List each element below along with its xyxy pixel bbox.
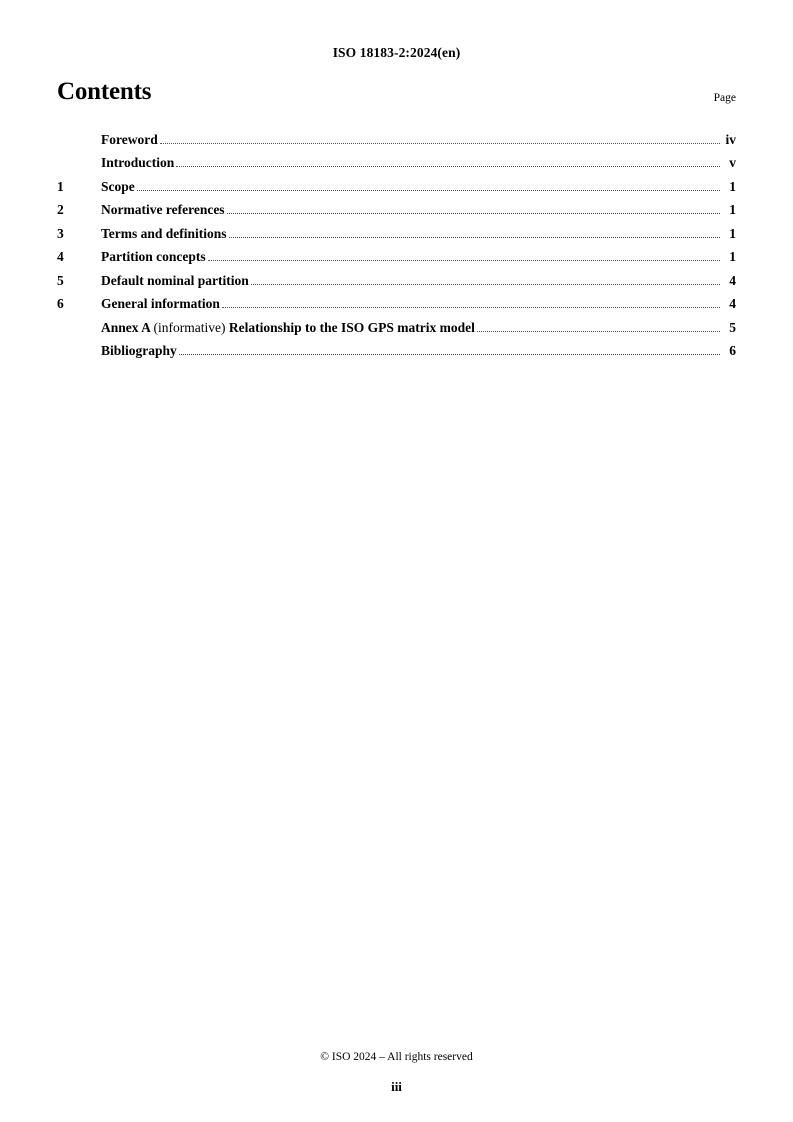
toc-entry-terms-and-definitions[interactable] [57, 218, 736, 242]
page-number: iii [391, 1079, 402, 1094]
page-title: Contents [57, 78, 152, 105]
toc-number: 3 [57, 225, 64, 241]
toc-entry-bibliography[interactable] [57, 336, 736, 360]
toc-label: Scope [101, 178, 135, 194]
toc-number: 6 [57, 296, 64, 311]
toc-leader [137, 182, 720, 190]
toc-page: 1 [729, 178, 736, 194]
toc-entry-introduction[interactable] [57, 148, 736, 172]
toc-page: 6 [729, 343, 736, 358]
toc-entry-default-nominal-partition[interactable] [57, 265, 736, 289]
toc-page: v [729, 155, 736, 170]
toc-label [101, 321, 475, 335]
toc-label: Partition concepts [101, 249, 206, 264]
toc-leader [477, 323, 720, 331]
toc-page: 5 [729, 319, 736, 335]
toc-leader [229, 229, 720, 237]
toc-label: Default nominal partition [101, 272, 249, 288]
copyright-notice: © ISO 2024 – All rights reserved [320, 1051, 473, 1063]
toc-number: 1 [57, 178, 64, 194]
running-header: ISO 18183-2:2024(en) [332, 45, 461, 60]
toc-entry-annex-a[interactable] [57, 312, 736, 336]
toc-page: 1 [729, 249, 736, 264]
toc-page: 1 [729, 202, 736, 217]
toc-page: 1 [729, 225, 736, 241]
toc-label: Bibliography [101, 343, 177, 358]
toc-page: 4 [729, 296, 736, 311]
toc-number: 4 [57, 249, 64, 264]
toc-leader [227, 206, 720, 214]
toc-page: 4 [729, 272, 736, 288]
toc-leader [160, 135, 720, 143]
toc-number: 2 [57, 202, 64, 217]
toc-annex-type: (informative) [153, 319, 229, 335]
toc-label: Introduction [101, 155, 175, 170]
page-column-label: Page [713, 92, 736, 104]
toc-leader [176, 159, 720, 167]
toc-leader [208, 253, 720, 261]
toc-entry-normative-references[interactable] [57, 195, 736, 219]
toc-label: Foreword [101, 131, 158, 147]
toc-annex-name: Annex A [101, 319, 154, 335]
toc-entry-general-information[interactable] [57, 289, 736, 313]
toc-annex-title: Relationship to the ISO GPS matrix model [228, 319, 475, 335]
toc-entry-scope[interactable] [57, 171, 736, 195]
toc-number: 5 [57, 272, 64, 288]
toc-label: General information [101, 296, 220, 311]
toc-entry-foreword[interactable] [57, 124, 736, 148]
toc-label: Terms and definitions [101, 225, 227, 241]
contents-section [57, 78, 736, 359]
toc-label: Normative references [101, 202, 225, 217]
toc-page: iv [725, 131, 736, 147]
toc-entry-partition-concepts[interactable] [57, 242, 736, 266]
toc-leader [179, 347, 720, 355]
table-of-contents [57, 124, 736, 359]
toc-leader [222, 300, 720, 308]
toc-leader [251, 276, 720, 284]
contents-title-row [57, 78, 736, 112]
